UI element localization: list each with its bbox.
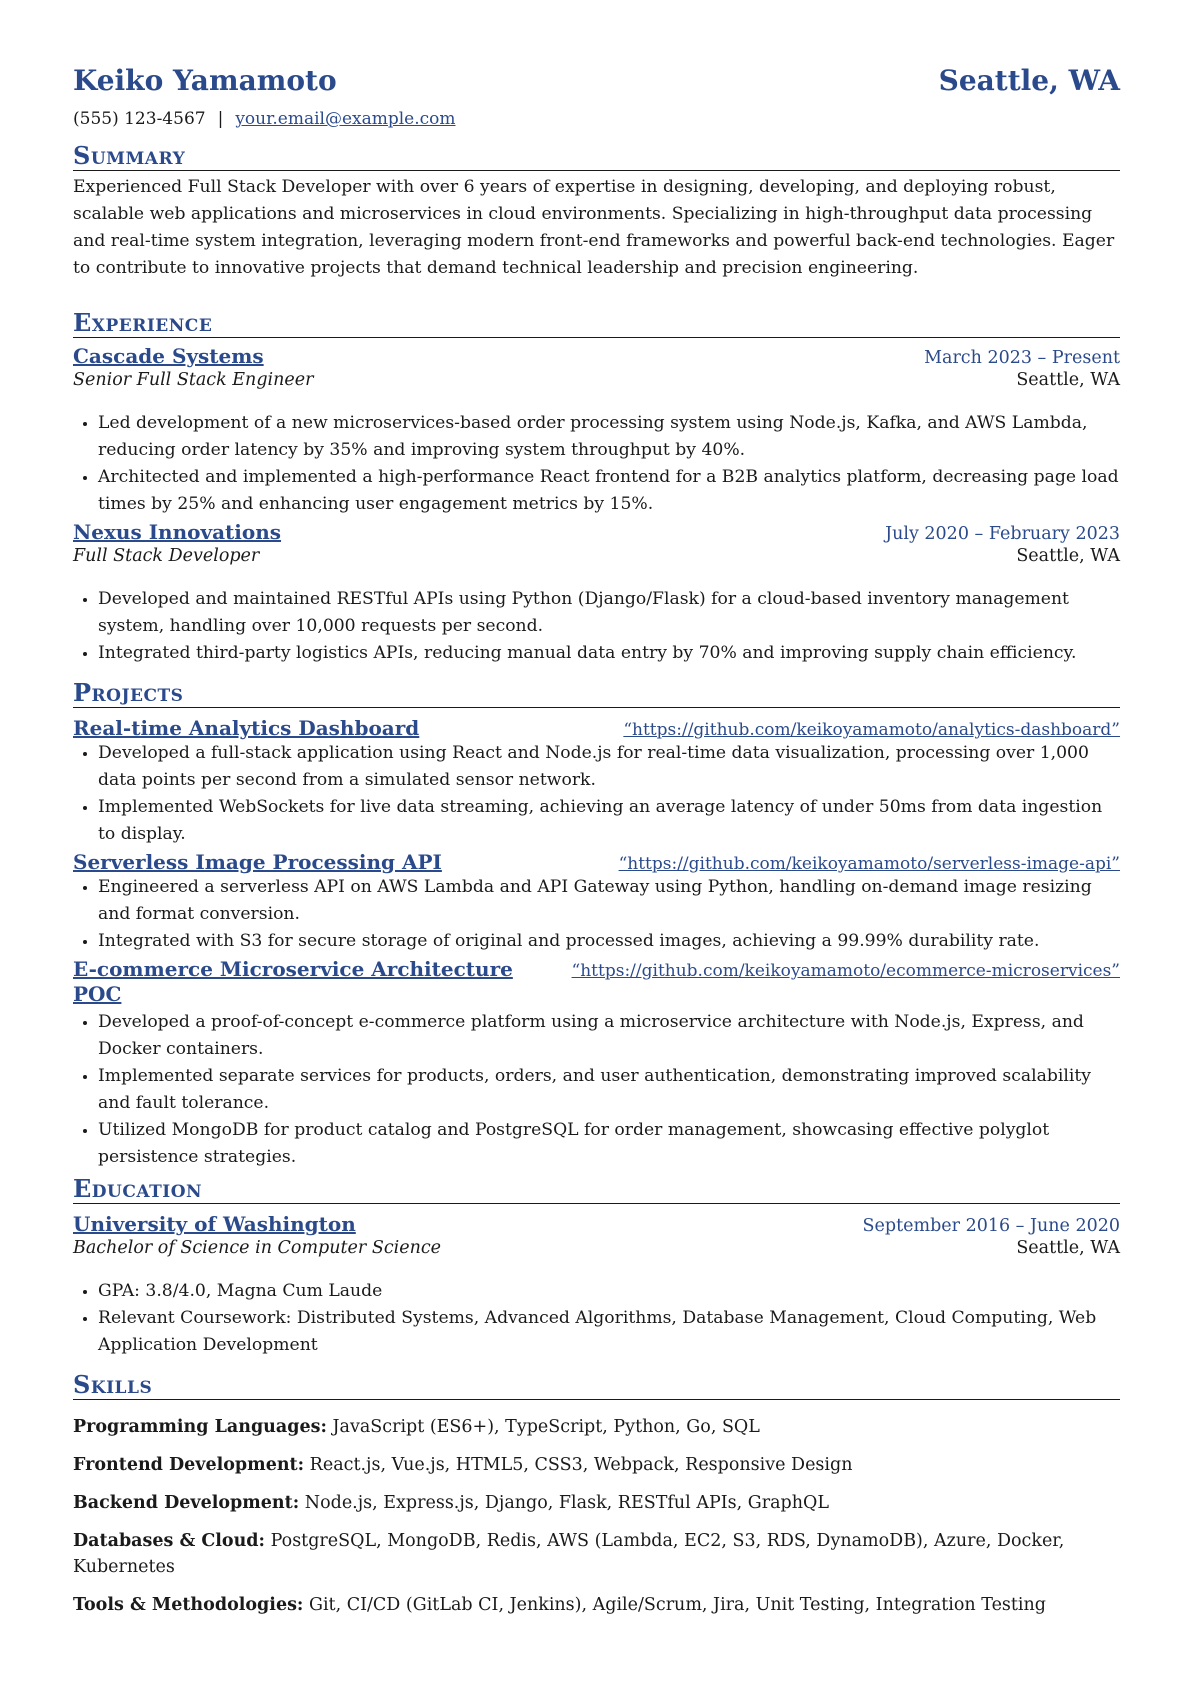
project-name[interactable]: Real-time Analytics Dashboard [73,716,420,740]
list-item: • Relevant Coursework: Distributed Systems, Advanced Algorithms, Database Management, Cloud Computing, Web Application Development [98,1305,1120,1359]
list-item: • Developed and maintained RESTful APIs using Python (Django/Flask) for a cloud-based inventory management system, handling over 10,000 requests per second. [98,586,1120,640]
company-name[interactable]: Cascade Systems [73,344,264,368]
project-link[interactable]: “https://github.com/keikoyamamoto/analytics-dashboard” [623,720,1120,740]
job-dates: March 2023 – Present [924,348,1120,368]
project-link[interactable]: “https://github.com/keikoyamamoto/ecommerce-microservices” [571,961,1120,981]
project-link[interactable]: “https://github.com/keikoyamamoto/serverless-image-api” [618,854,1120,874]
project-name[interactable]: E-commerce Microservice Architecture [73,957,513,981]
project-name-continued[interactable]: POC [73,982,122,1006]
experience-section [73,310,1120,338]
section-title-summary: Summary [73,143,1120,171]
section-title-skills: Skills [73,1372,1120,1400]
skill-row [73,1414,1120,1440]
list-item: • Engineered a serverless API on AWS Lambda and API Gateway using Python, handling on-demand image resizing and format conversion. [98,874,1120,928]
skill-label: Backend Development: [73,1493,300,1513]
email-link[interactable]: your.email@example.com [235,109,456,129]
skill-value: PostgreSQL, MongoDB, Redis, AWS (Lambda, EC2, S3, RDS, DynamoDB), Azure, Docker, Kubernetes [73,1531,1065,1577]
skill-row [73,1452,1120,1478]
summary-text: Experienced Full Stack Developer with over 6 years of expertise in designing, developing, and deploying robust, scalable web applications and microservices in cloud environments. Specializing in high-throughput data processing and real-time system integration, leveraging modern front-end frameworks and powerful back-end technologies. Eager to contribute to innovative projects that demand technical leadership and precision engineering. [73,177,1115,278]
list-item: • Developed a full-stack application using React and Node.js for real-time data visualization, processing over 1,000 data points per second from a simulated sensor network. [98,740,1120,794]
resume-header [73,64,1120,129]
job-bullets [73,586,1120,667]
skill-value: Node.js, Express.js, Django, Flask, RESTful APIs, GraphQL [304,1493,829,1513]
name-row [73,64,1120,97]
list-item: • Architected and implemented a high-performance React frontend for a B2B analytics platform, decreasing page load times by 25% and enhancing user engagement metrics by 15%. [98,464,1120,518]
skill-row [73,1592,1120,1618]
skill-label: Databases & Cloud: [73,1531,266,1551]
job-role: Full Stack Developer [73,546,260,566]
company-name[interactable]: Nexus Innovations [73,520,282,544]
skill-label: Frontend Development: [73,1455,305,1475]
skill-value: Git, CI/CD (GitLab CI, Jenkins), Agile/Scrum, Jira, Unit Testing, Integration Testing [308,1595,1047,1615]
job-entry [73,344,1120,390]
degree: Bachelor of Science in Computer Science [73,1238,442,1258]
list-item: • Led development of a new microservices-based order processing system using Node.js, Kafka, and AWS Lambda, reducing order latency by 35% and improving system throughput by 40%. [98,410,1120,464]
skill-value: React.js, Vue.js, HTML5, CSS3, Webpack, Responsive Design [309,1455,853,1475]
skill-label: Tools & Methodologies: [73,1595,304,1615]
summary-section [73,143,1120,282]
candidate-name: Keiko Yamamoto [73,64,337,97]
list-item: • Developed a proof-of-concept e-commerce platform using a microservice architecture with Node.js, Express, and Docker containers. [98,1009,1120,1063]
education-dates: September 2016 – June 2020 [862,1216,1120,1236]
phone-number: (555) 123-4567 [73,109,206,129]
list-item: • Integrated third-party logistics APIs, reducing manual data entry by 70% and improving supply chain efficiency. [98,640,1120,667]
list-item: • Implemented WebSockets for live data streaming, achieving an average latency of under 50ms from data ingestion to display. [98,794,1120,848]
contact-separator: | [217,109,224,129]
education-location: Seattle, WA [1016,1238,1120,1258]
project-entry [73,850,1120,955]
education-bullets [73,1278,1120,1359]
education-section [73,1176,1120,1204]
job-role: Senior Full Stack Engineer [73,370,314,390]
list-item: • Integrated with S3 for secure storage of original and processed images, achieving a 99.99% durability rate. [98,928,1120,955]
skill-row [73,1528,1120,1580]
project-entry [73,957,1120,1171]
contact-line [73,109,1120,129]
job-dates: July 2020 – February 2023 [885,524,1120,544]
skills-section [73,1372,1120,1400]
section-title-experience: Experience [73,310,1120,338]
list-item: • Implemented separate services for products, orders, and user authentication, demonstrating improved scalability and fault tolerance. [98,1063,1120,1117]
education-entry [73,1212,1120,1258]
job-location: Seattle, WA [1016,370,1120,390]
section-title-projects: Projects [73,680,1120,708]
school-name[interactable]: University of Washington [73,1212,356,1236]
list-item: • GPA: 3.8/4.0, Magna Cum Laude [98,1278,1120,1305]
project-name[interactable]: Serverless Image Processing API [73,850,442,874]
skill-value: JavaScript (ES6+), TypeScript, Python, Go, SQL [332,1417,760,1437]
job-entry [73,520,1120,566]
project-entry [73,716,1120,848]
skills-list [73,1414,1120,1630]
projects-section [73,680,1120,708]
skill-label: Programming Languages: [73,1417,327,1437]
section-title-education: Education [73,1176,1120,1204]
list-item: • Utilized MongoDB for product catalog and PostgreSQL for order management, showcasing effective polyglot persistence strategies. [98,1117,1120,1171]
candidate-city: Seattle, WA [938,64,1120,97]
job-location: Seattle, WA [1016,546,1120,566]
job-bullets [73,410,1120,518]
skill-row [73,1490,1120,1516]
